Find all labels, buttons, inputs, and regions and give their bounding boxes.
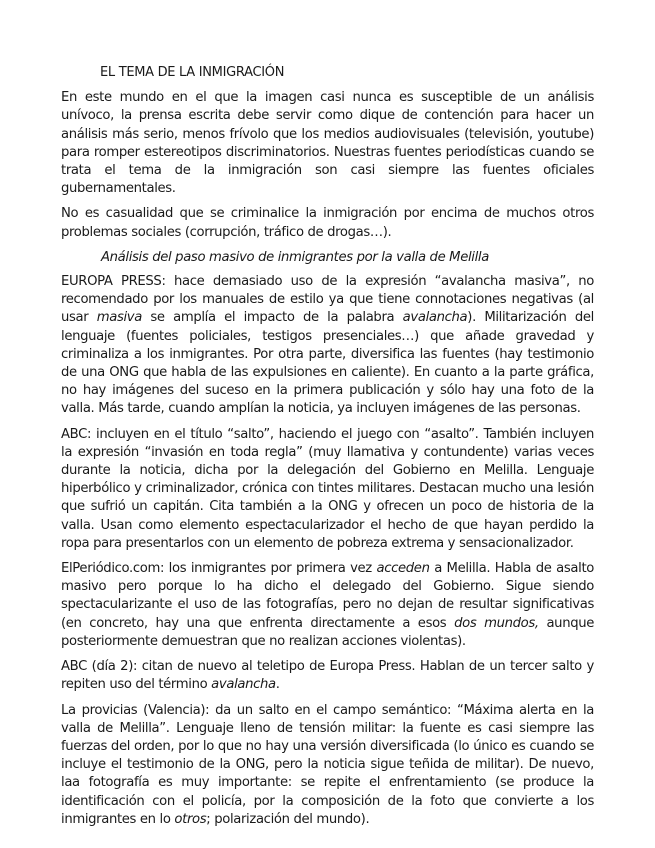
text-run: ; polarización del mundo). (206, 811, 370, 827)
emphasis-text: dos mundos, (454, 615, 539, 631)
text-run: aunque posteriormente demuestran que no realizan acciones violentas). (61, 615, 594, 649)
text-run: EUROPA PRESS: hace demasiado uso de la expresión “avalancha masiva”, no recomendado por los manuales de estilo ya que tiene connotaciones negativas (al usar (61, 274, 594, 326)
text-run: a Melilla. Habla de asalto masivo pero porque lo ha dicho el delegado del Gobierno. Sigue siendo spectacularizante el uso de las fotografías, pero no dejan de resultar significativas (en concreto, hay una que enfrenta directamente a esos (61, 561, 595, 631)
text-run: La provicias (Valencia): da un salto en el campo semántico: “Máxima alerta en la valla de Melilla”. Lenguaje lleno de tensión militar: la fuente es casi siempre las fuerzas del orden, por lo que no hay una versión diversificada (lo único es cuando se incluye el testimonio de la ONG, pero la noticia sigue teñida de militar). De nuevo, laa fotografía es muy importante: se repite el enfrentamiento (se produce la identificación con el policía, por la composición de la foto que convierte a los inmigrantes en lo (61, 702, 594, 827)
text-run: ElPeriódico.com: los inmigrantes por primera vez (61, 561, 377, 577)
paragraph-abc: ABC: incluyen en el título “salto”, haciendo el juego con “asalto”. También incluyen la expresión “invasión en toda regla” (muy llamativa y contundente) varias veces durante la noticia, dicha por la delegación del Gobierno en Melilla. Lenguaje hiperbólico y criminalizador, crónica con tintes militares. Destacan mucho una lesión que sufrió un capitán. Cita también a la ONG y ofrecen un poco de historia de la valla. Usan como elemento espectacularizador el hecho de que hayan perdido la ropa para presentarlos con un elemento de pobreza extrema y sensacionalizador. (61, 426, 594, 551)
emphasis-text: avalancha (211, 677, 276, 693)
emphasis-text: masiva (96, 310, 142, 326)
paragraph-europa-press (61, 273, 594, 419)
text-run: ABC (día 2): citan de nuevo al teletipo de Europa Press. Hablan de un tercer salto y repiten uso del término (61, 659, 594, 693)
text-run: . (275, 677, 280, 693)
text-run: ). Militarización del lenguaje (fuentes policiales, testigos presenciales…) que añade gravedad y criminaliza a los inmigrantes. Por otra parte, diversifica las fuentes (hay testimonio de una ONG que habla de las expulsiones en caliente). En cuanto a la parte gráfica, no hay imágenes del suceso en la primera publicación y sólo hay una foto de la valla. Más tarde, cuando amplían la noticia, ya incluyen imágenes de las personas. (61, 310, 594, 417)
text-run: se amplía el impacto de la palabra (142, 310, 403, 326)
intro-paragraph-2: No es casualidad que se criminalice la inmigración por encima de muchos otros problemas sociales (corrupción, tráfico de drogas…). (61, 206, 594, 240)
paragraph-provincias (61, 702, 594, 829)
document-title: EL TEMA DE LA INMIGRACIÓN (100, 65, 285, 80)
emphasis-text: acceden (376, 561, 430, 577)
document-page (61, 64, 594, 836)
paragraph-abc-day2 (61, 658, 594, 694)
emphasis-text: avalancha (402, 310, 468, 326)
section-subtitle: Análisis del paso masivo de inmigrantes por la valla de Melilla (101, 249, 489, 265)
intro-paragraph-1: En este mundo en el que la imagen casi nunca es susceptible de un análisis unívoco, la prensa escrita debe servir como dique de contención para hacer un análisis más serio, menos frívolo que los medios audiovisuales (televisión, youtube) para romper estereotipos discriminatorios. Nuestras fuentes periodísticas cuando se trata el tema de la inmigración son casi siempre las fuentes oficiales gubernamentales. (61, 90, 594, 197)
paragraph-elperiodico (61, 560, 594, 651)
emphasis-text: otros (174, 811, 207, 827)
